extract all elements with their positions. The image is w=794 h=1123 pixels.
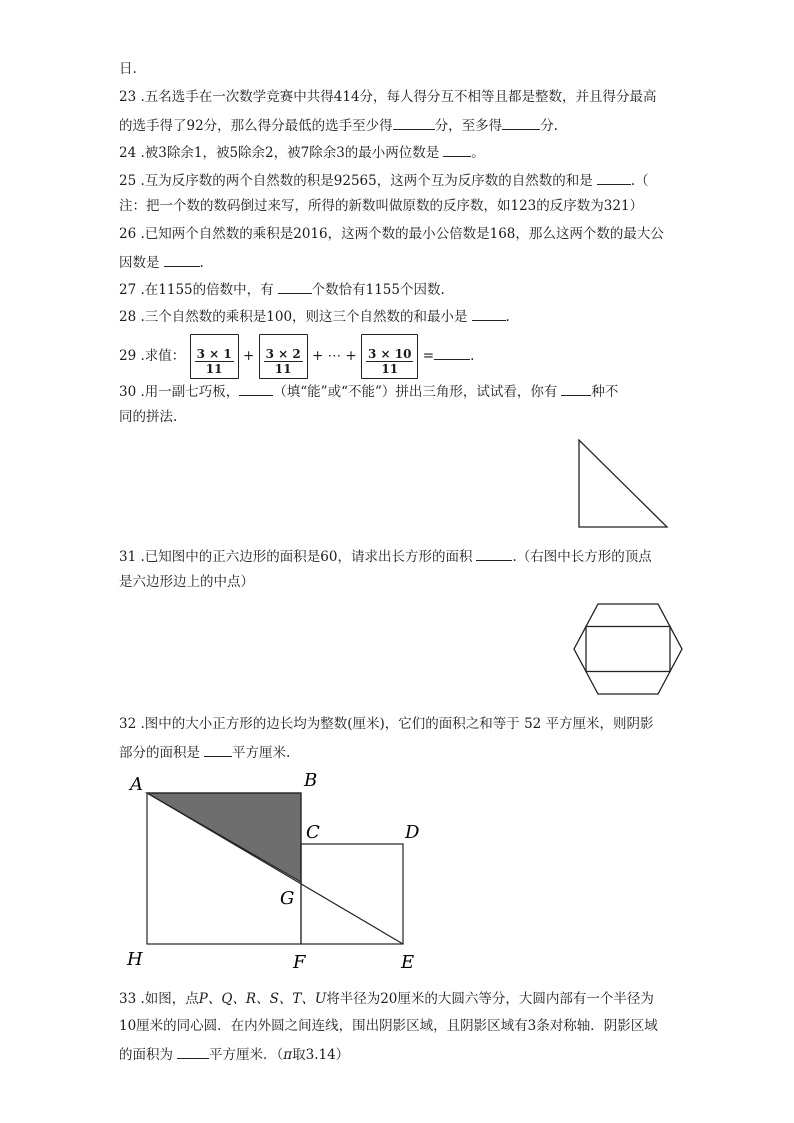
q32-label-g: G — [280, 888, 295, 909]
q29-bracket-2 — [259, 334, 308, 379]
q33-line1 — [119, 990, 654, 1008]
q31-text-b: .（右图中长方形的顶点 — [512, 549, 652, 565]
q24-text-b: 。 — [471, 145, 485, 161]
q33-text-b: 将半径为20厘米的大圆六等分，大圆内部有一个半径为 — [326, 991, 654, 1007]
q31-text-a: 31 .已知图中的正六边形的面积是60，请求出长方形的面积 — [119, 549, 473, 565]
q23-blank-1[interactable] — [393, 115, 435, 130]
q23-text-b: 分，至多得 — [434, 118, 503, 134]
q24-blank[interactable] — [443, 142, 471, 157]
q28-line — [119, 306, 510, 326]
q30-triangle-figure — [575, 436, 671, 531]
q32-line1: 32 .图中的大小正方形的边长均为整数(厘米)，它们的面积之和等于 52 平方厘米，则阴影 — [119, 716, 654, 732]
q29-frac3-num: 3 × 10 — [368, 347, 412, 361]
q29-end: . — [470, 348, 475, 364]
q29-plus: + — [242, 348, 255, 364]
q31-line2: 是六边形边上的中点） — [119, 574, 254, 590]
q26-blank[interactable] — [164, 252, 200, 267]
q32-blank[interactable] — [204, 742, 232, 757]
q29-dots: + ⋯ + — [311, 348, 357, 364]
q30-text-a: 30 .用一副七巧板， — [119, 384, 240, 400]
q29-line — [119, 334, 474, 379]
q32-label-f: F — [293, 952, 306, 973]
q33-text-e: 取3.14） — [292, 1047, 350, 1063]
q28-text-a: 28 .三个自然数的乘积是100，则这三个自然数的和最小是 — [119, 309, 468, 325]
q33-text-a: 33 .如图，点 — [119, 991, 199, 1007]
q32-text-b: 平方厘米. — [232, 745, 291, 761]
q24-text-a: 24 .被3除余1，被5除余2，被7除余3的最小两位数是 — [119, 145, 440, 161]
q29-bracket-3 — [361, 334, 418, 379]
q28-text-b: . — [505, 309, 510, 325]
q25-line2: 注：把一个数的数码倒过来写，所得的新数叫做原数的反序数，如123的反序数为321） — [119, 198, 644, 214]
q31-hexagon — [574, 604, 682, 694]
q27-text-a: 27 .在1155的倍数中，有 — [119, 282, 274, 298]
q24-line — [119, 142, 485, 162]
q23-line1: 23 .五名选手在一次数学竞赛中共得414分，每人得分互不相等且都是整数，并且得分最高 — [119, 89, 657, 105]
q30-line1 — [119, 381, 618, 401]
q32-label-e: E — [401, 952, 415, 973]
q33-line3 — [119, 1044, 349, 1064]
q23-text-c: 分. — [540, 118, 558, 134]
q30-triangle — [579, 440, 667, 527]
q29-frac1-den: 11 — [205, 362, 223, 376]
q30-blank-2[interactable] — [561, 381, 591, 396]
q33-text-c: 的面积为 — [119, 1047, 173, 1063]
q31-blank[interactable] — [476, 546, 512, 561]
q30-line2: 同的拼法. — [119, 409, 178, 425]
q30-text-b: （填“能”或“不能”）拼出三角形，试试看，你有 — [273, 384, 558, 400]
q23-line2 — [119, 115, 558, 135]
q25-line1 — [119, 170, 649, 190]
q26-text-a: 因数是 — [119, 255, 160, 271]
q25-text-a: 25 .互为反序数的两个自然数的积是92565，这两个互为反序数的自然数的和是 — [119, 173, 593, 189]
q30-text-c: 种不 — [591, 384, 619, 400]
q27-line — [119, 279, 445, 299]
q32-label-c: C — [306, 822, 320, 843]
q31-rectangle — [586, 627, 670, 672]
q29-frac3-den: 11 — [381, 362, 399, 376]
q33-line2: 10厘米的同心圆．在内外圆之间连线，围出阴影区域，且阴影区域有3条对称轴．阴影区域 — [119, 1018, 658, 1034]
q32-squares-figure — [118, 768, 438, 978]
q32-line2 — [119, 742, 290, 762]
q25-text-b: .（ — [630, 173, 649, 189]
q28-blank[interactable] — [472, 306, 506, 321]
q33-blank[interactable] — [177, 1044, 209, 1059]
q31-hexagon-figure — [558, 600, 700, 698]
q29-equals: = — [422, 348, 435, 364]
q27-text-b: 个数恰有1155个因数. — [311, 282, 445, 298]
q26-text-b: . — [199, 255, 204, 271]
q29-prefix: 29 .求值： — [119, 348, 186, 364]
q29-frac2-num: 3 × 2 — [265, 347, 301, 361]
q23-text-a: 的选手得了92分，那么得分最低的选手至少得 — [119, 118, 393, 134]
q32-small-square — [301, 844, 403, 944]
q33-points: P、Q、R、S、T、U — [198, 991, 327, 1007]
q33-text-d: 平方厘米．（ — [209, 1047, 284, 1063]
q30-blank-1[interactable] — [239, 381, 273, 396]
q31-line1 — [119, 546, 652, 566]
q22-tail: 日. — [119, 61, 137, 77]
q29-bracket-1 — [190, 334, 239, 379]
q29-frac2-den: 11 — [274, 362, 292, 376]
q32-label-a: A — [130, 774, 143, 795]
q32-label-d: D — [405, 822, 420, 843]
q25-blank[interactable] — [597, 170, 631, 185]
q26-line2 — [119, 252, 204, 272]
q32-text-a: 部分的面积是 — [119, 745, 200, 761]
q32-label-b: B — [304, 770, 318, 791]
q23-blank-2[interactable] — [502, 115, 540, 130]
q29-blank[interactable] — [434, 345, 470, 360]
q33-pi: π — [283, 1047, 293, 1063]
q27-blank[interactable] — [278, 279, 312, 294]
q32-label-h: H — [127, 949, 143, 970]
q26-line1: 26 .已知两个自然数的乘积是2016，这两个数的最小公倍数是168，那么这两个数的最大公 — [119, 226, 664, 242]
q29-frac1-num: 3 × 1 — [196, 347, 232, 361]
